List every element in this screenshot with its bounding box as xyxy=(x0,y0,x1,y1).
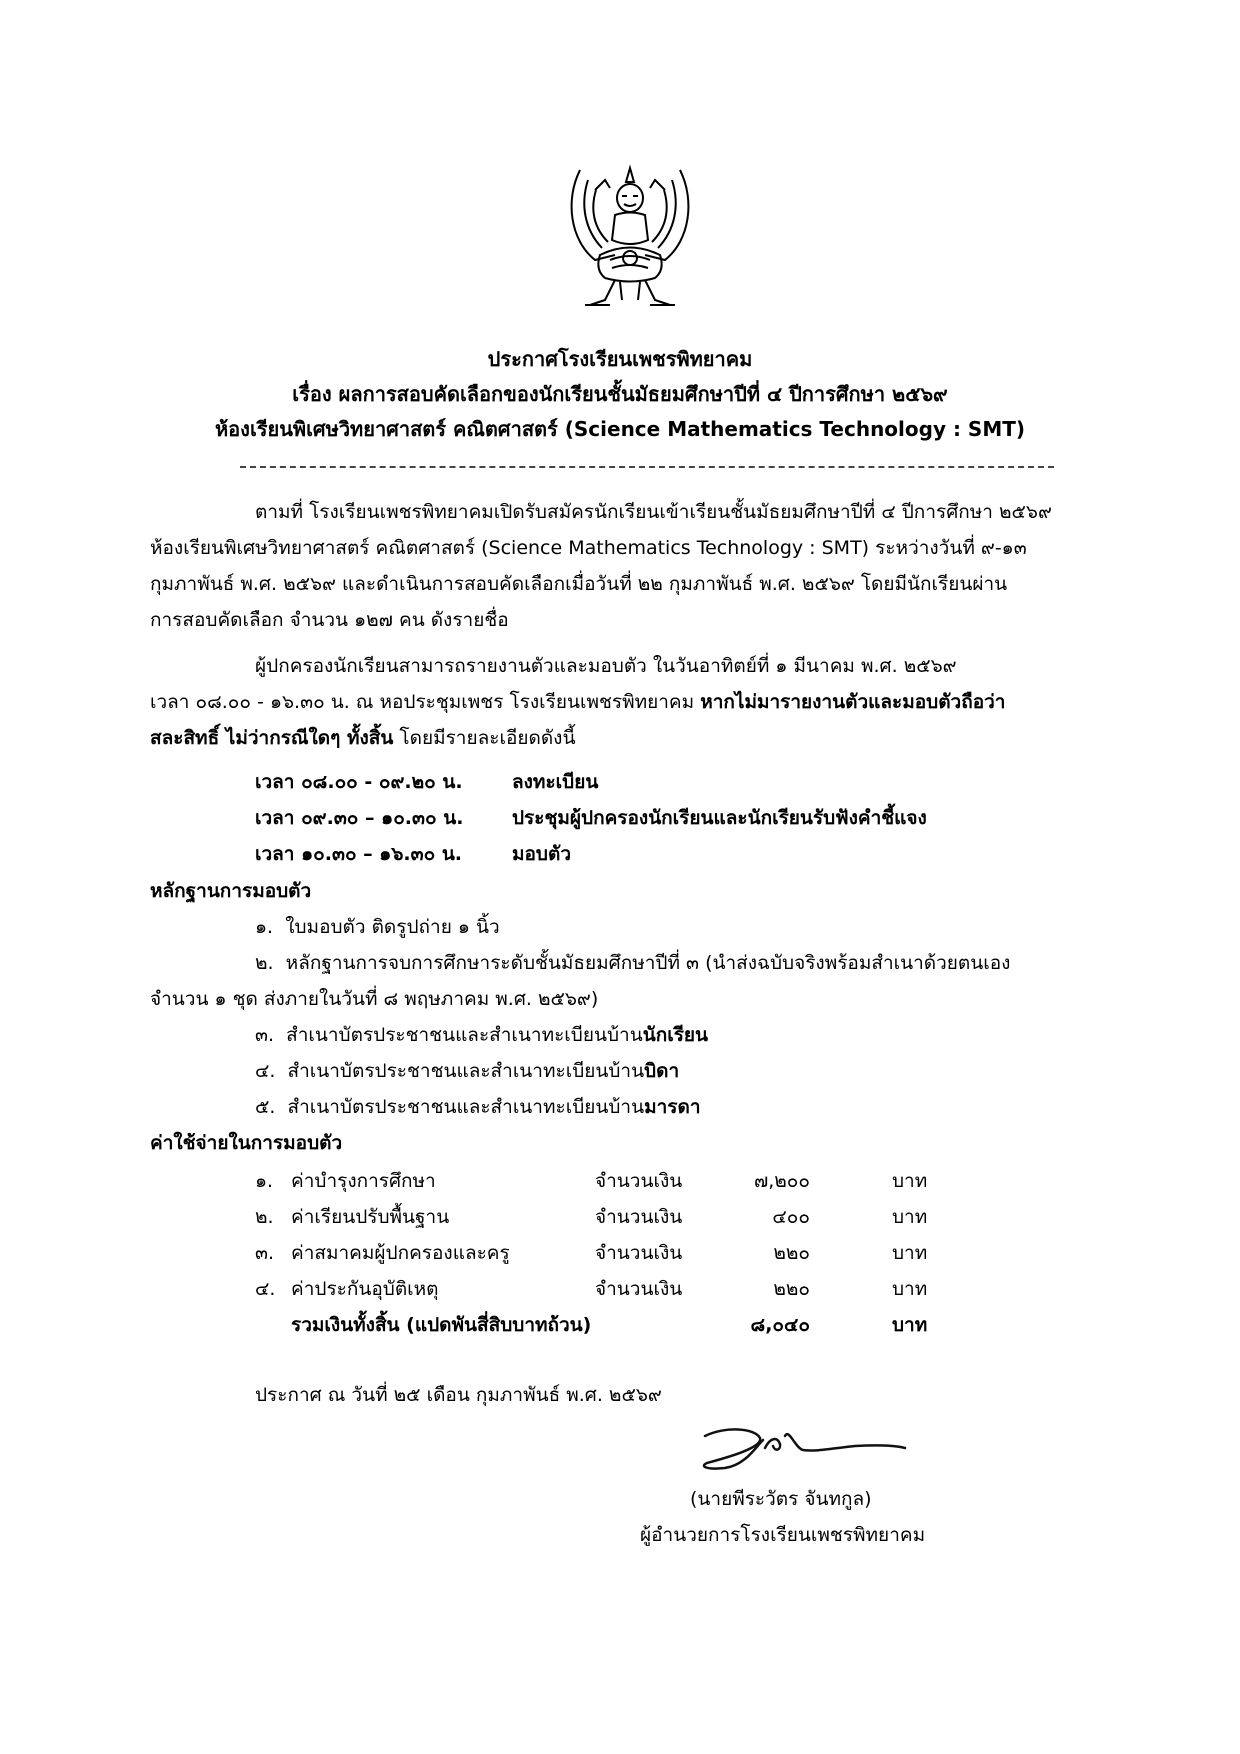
item-number: ๕. xyxy=(255,1096,276,1118)
item-number: ๓. xyxy=(255,1024,275,1046)
fee-amount: ๔๐๐ xyxy=(772,1206,810,1228)
schedule-activity: ลงทะเบียน xyxy=(512,771,599,793)
dashed-divider xyxy=(240,466,1054,468)
para1-line: การสอบคัดเลือก จำนวน ๑๒๗ คน ดังรายชื่อ xyxy=(150,609,509,631)
para1-line: ตามที่ โรงเรียนเพชรพิทยาคมเปิดรับสมัครนักเรียนเข้าเรียนชั้นมัธยมศึกษาปีที่ ๔ ปีการศึกษา ๒๕๖๙ xyxy=(255,501,1052,523)
signer-title: ผู้อำนวยการโรงเรียนเพชรพิทยาคม xyxy=(640,1524,926,1546)
item-number: ๒. xyxy=(255,952,274,974)
announce-date: ประกาศ ณ วันที่ ๒๕ เดือน กุมภาพันธ์ พ.ศ. ๒๕๖๙ xyxy=(255,1384,662,1406)
item-text: สำเนาบัตรประชาชนและสำเนาทะเบียนบ้าน xyxy=(287,1060,645,1082)
evidence-heading: หลักฐานการมอบตัว xyxy=(150,880,312,902)
fees-heading: ค่าใช้จ่ายในการมอบตัว xyxy=(150,1132,343,1154)
fee-amount: ๒๒๐ xyxy=(773,1242,810,1264)
fee-name: ค่าสมาคมผู้ปกครองและครู xyxy=(291,1242,510,1264)
fee-total-label: รวมเงินทั้งสิ้น (แปดพันสี่สิบบาทถ้วน) xyxy=(291,1314,592,1336)
announcement-subject: เรื่อง ผลการสอบคัดเลือกของนักเรียนชั้นมัธยมศึกษาปีที่ ๔ ปีการศึกษา ๒๕๖๙ xyxy=(292,382,948,406)
fee-unit: บาท xyxy=(892,1242,928,1264)
para2-line xyxy=(150,723,575,753)
evidence-item xyxy=(255,1056,679,1086)
evidence-item-cont: จำนวน ๑ ชุด ส่งภายในวันที่ ๘ พฤษภาคม พ.ศ. ๒๕๖๙) xyxy=(150,988,599,1010)
garuda-emblem-icon xyxy=(560,160,700,310)
signer-name: (นายพีระวัตร จันทกูล) xyxy=(690,1488,872,1510)
para1-line: กุมภาพันธ์ พ.ศ. ๒๕๖๙ และดำเนินการสอบคัดเลือกเมื่อวันที่ ๒๒ กุมภาพันธ์ พ.ศ. ๒๕๖๙ โดยมีนักเรียนผ่าน xyxy=(150,573,1008,595)
fee-unit: บาท xyxy=(892,1206,928,1228)
item-text: สำเนาบัตรประชาชนและสำเนาทะเบียนบ้าน xyxy=(287,1096,645,1118)
item-number: ๔. xyxy=(255,1060,276,1082)
item-number: ๑. xyxy=(255,916,274,938)
para2-warning: หากไม่มารายงานตัวและมอบตัวถือว่า xyxy=(700,691,1006,713)
fee-total-amount: ๘,๐๔๐ xyxy=(750,1314,810,1336)
fee-row xyxy=(255,1238,955,1268)
schedule-activity: มอบตัว xyxy=(512,843,572,865)
para2-text: โดยมีรายละเอียดดังนี้ xyxy=(393,727,576,749)
fee-row xyxy=(255,1274,955,1304)
schedule-time: เวลา ๐๘.๐๐ - ๐๙.๒๐ น. xyxy=(255,771,463,793)
evidence-item xyxy=(255,912,500,942)
para2-warning: สละสิทธิ์ ไม่ว่ากรณีใดๆ ทั้งสิ้น xyxy=(150,727,394,749)
announcement-title: ประกาศโรงเรียนเพชรพิทยาคม xyxy=(487,347,753,371)
fee-amount: ๗,๒๐๐ xyxy=(753,1170,810,1192)
signature-icon xyxy=(685,1418,915,1478)
para2-text: เวลา ๐๘.๐๐ - ๑๖.๓๐ น. ณ หอประชุมเพชร โรงเรียนเพชรพิทยาคม xyxy=(150,691,701,713)
item-text: ใบมอบตัว ติดรูปถ่าย ๑ นิ้ว xyxy=(285,916,500,938)
evidence-item xyxy=(255,1092,701,1122)
fee-row xyxy=(255,1202,955,1232)
program-name: ห้องเรียนพิเศษวิทยาศาสตร์ คณิตศาสตร์ (Science Mathematics Technology : SMT) xyxy=(214,417,1026,441)
evidence-item xyxy=(255,1020,708,1050)
fee-row xyxy=(255,1166,955,1196)
para1-line: ห้องเรียนพิเศษวิทยาศาสตร์ คณิตศาสตร์ (Science Mathematics Technology : SMT) ระหว่างวันที่ ๙-๑๓ xyxy=(150,537,1027,559)
fee-unit: บาท xyxy=(892,1278,928,1300)
evidence-item xyxy=(255,948,1010,978)
schedule-time: เวลา ๐๙.๓๐ – ๑๐.๓๐ น. xyxy=(255,807,464,829)
item-text: สำเนาบัตรประชาชนและสำเนาทะเบียนบ้าน xyxy=(286,1024,643,1046)
fee-amount-label: จำนวนเงิน xyxy=(595,1206,683,1228)
fee-number: ๔. xyxy=(255,1278,276,1300)
schedule-time: เวลา ๑๐.๓๐ – ๑๖.๓๐ น. xyxy=(255,843,463,865)
fee-amount: ๒๒๐ xyxy=(773,1278,810,1300)
item-emphasis: นักเรียน xyxy=(642,1024,709,1046)
fee-amount-label: จำนวนเงิน xyxy=(595,1278,683,1300)
fee-number: ๒. xyxy=(255,1206,274,1228)
item-emphasis: บิดา xyxy=(644,1060,680,1082)
fee-amount-label: จำนวนเงิน xyxy=(595,1242,683,1264)
para2-line xyxy=(150,687,1005,717)
fee-number: ๑. xyxy=(255,1170,274,1192)
schedule-activity: ประชุมผู้ปกครองนักเรียนและนักเรียนรับฟังคำชี้แจง xyxy=(512,807,927,829)
item-text: หลักฐานการจบการศึกษาระดับชั้นมัธยมศึกษาปีที่ ๓ (นำส่งฉบับจริงพร้อมสำเนาด้วยตนเอง xyxy=(285,952,1011,974)
item-emphasis: มารดา xyxy=(644,1096,701,1118)
fee-unit: บาท xyxy=(892,1170,928,1192)
fee-amount-label: จำนวนเงิน xyxy=(595,1170,683,1192)
fee-name: ค่าบำรุงการศึกษา xyxy=(291,1170,436,1192)
fee-total-row xyxy=(255,1310,955,1340)
fee-number: ๓. xyxy=(255,1242,275,1264)
fee-unit: บาท xyxy=(892,1314,928,1336)
para2-line: ผู้ปกครองนักเรียนสามารถรายงานตัวและมอบตัว ในวันอาทิตย์ที่ ๑ มีนาคม พ.ศ. ๒๕๖๙ xyxy=(255,655,957,677)
fee-name: ค่าเรียนปรับพื้นฐาน xyxy=(291,1206,450,1228)
fee-name: ค่าประกันอุบัติเหตุ xyxy=(291,1278,439,1300)
